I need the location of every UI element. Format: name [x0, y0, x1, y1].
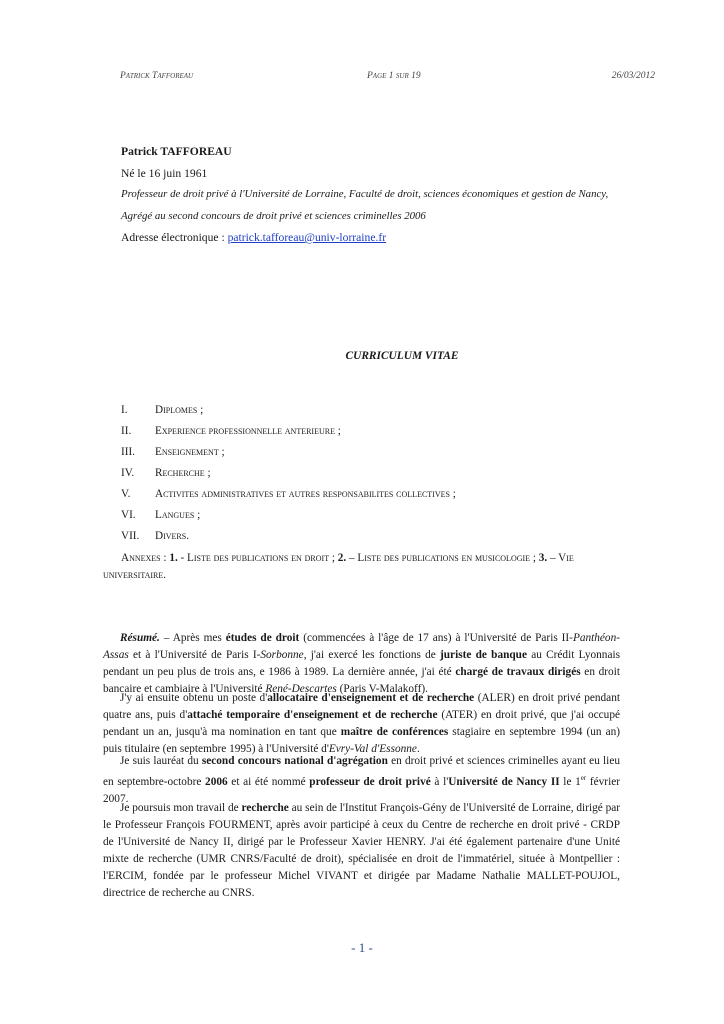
- toc-item: III. Enseignement ;: [121, 446, 225, 458]
- author-name: Patrick TAFFOREAU: [121, 145, 232, 158]
- summary-paragraph-4: Je poursuis mon travail de recherche au sein de l'Institut François-Gény de l'Université de Lorraine, dirigé par le Professeur François FOURMENT, après avoir participé à ceux du Centre de recherche en droit privé - CRDP de l'Université de Nancy II, dirigé par le Professeur Xavier HENRY. J'ai été également partenaire d'une Unité mixte de recherche (UMR CNRS/Faculté de droit), spécialisée en droit de l'immatériel, située à Montpellier : l'ERCIM, fondée par le professeur Michel VIVANT et dirigée par Madame Nathalie MALLET-POUJOL, directrice de recherche au CNRS.: [103, 802, 621, 899]
- toc-item: I. Diplomes ;: [121, 404, 204, 416]
- cv-title: CURRICULUM VITAE: [345, 350, 459, 362]
- toc-item: V. Activites administratives et autres responsabilites collectives ;: [121, 488, 456, 500]
- page-header: [120, 71, 655, 87]
- position-line: Professeur de droit privé à l'Université de Lorraine, Faculté de droit, sciences économiques et gestion de Nancy,: [121, 188, 609, 200]
- email-link[interactable]: patrick.tafforeau@univ-lorraine.fr: [227, 231, 387, 244]
- toc-item: II. Experience professionnelle anterieure ;: [121, 425, 341, 437]
- page-number: - 1 -: [351, 940, 373, 955]
- header-author: Patrick Tafforeau: [120, 71, 194, 81]
- toc-item: VII. Divers.: [121, 530, 189, 542]
- birth-date: Né le 16 juin 1961: [121, 167, 208, 180]
- summary-paragraph-2: J'y ai ensuite obtenu un poste d'allocataire d'enseignement et de recherche (ALER) en droit privé pendant quatre ans, puis d'attaché temporaire d'enseignement et de recherche (ATER) en droit privé, que j'ai occupé pendant un an, jusqu'à ma nomination en tant que maître de conférences stagiaire en septembre 1994 (un an) puis titulaire (en septembre 1995) à l'Université d'Evry-Val d'Essonne.: [103, 692, 621, 755]
- toc-item: VI. Langues ;: [121, 509, 201, 521]
- header-page: Page 1 sur 19: [367, 71, 421, 81]
- annexes-line: Annexes : 1. - Liste des publications en droit ; 2. – Liste des publications en musicologie ; 3. – Vie universitaire.: [103, 552, 574, 581]
- summary-paragraph-3: Je suis lauréat du second concours national d'agrégation en droit privé et sciences criminelles ayant eu lieu en septembre-octobre 2006 et ai été nommé professeur de droit privé à l'Université de Nancy II le 1er février 2007.: [103, 755, 620, 805]
- email-line: Adresse électronique : patrick.tafforeau@univ-lorraine.fr: [121, 231, 387, 244]
- header-date: 26/03/2012: [611, 71, 655, 81]
- summary-paragraph-1: Résumé. – Après mes études de droit (commencées à l'âge de 17 ans) à l'Université de Paris II-Panthéon-Assas et à l'Université de Paris I-Sorbonne, j'ai exercé les fonctions de juriste de banque au Crédit Lyonnais pendant un peu plus de trois ans, e 1986 à 1989. La dernière année, j'ai été chargé de travaux dirigés en droit bancaire et cambiaire à l'Université René-Descartes (Paris V-Malakoff).: [103, 632, 621, 695]
- agregation-line: Agrégé au second concours de droit privé et sciences criminelles 2006: [121, 210, 426, 222]
- toc-item: IV. Recherche ;: [121, 467, 211, 479]
